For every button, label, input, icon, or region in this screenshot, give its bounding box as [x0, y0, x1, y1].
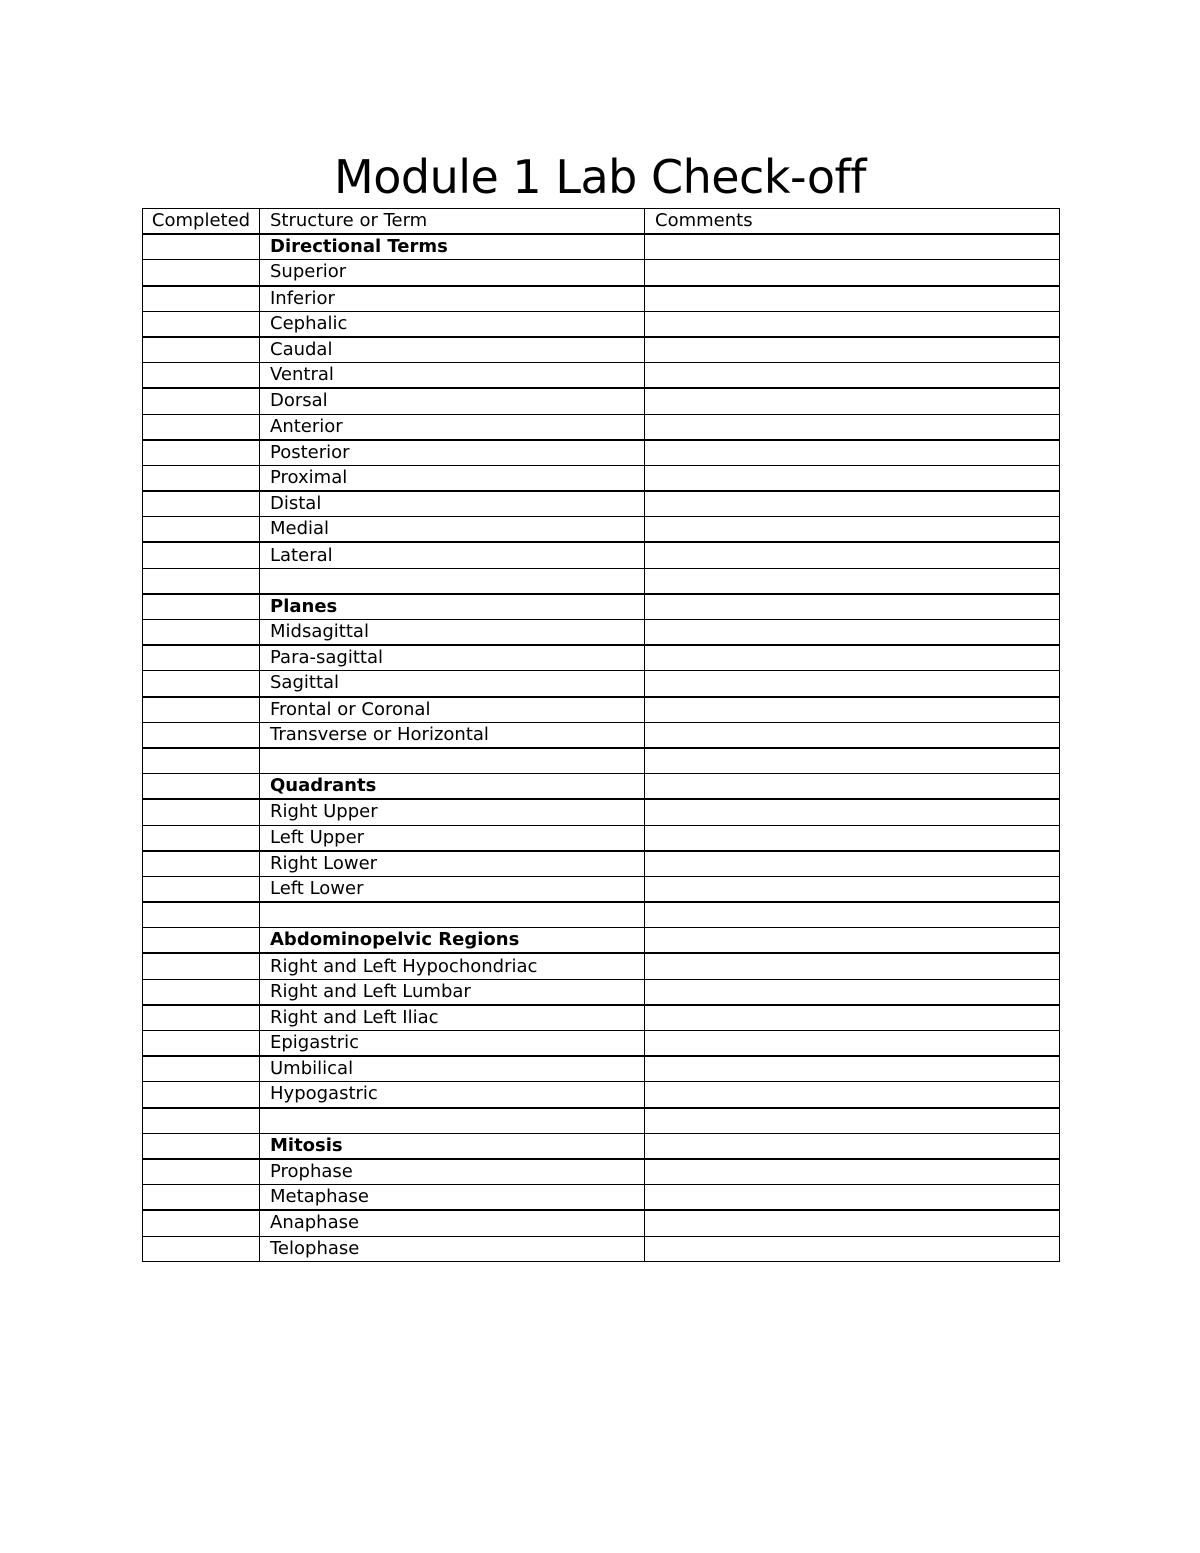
table-row: [143, 953, 1060, 979]
checklist-table: [142, 208, 1060, 1262]
completed-cell[interactable]: [143, 902, 260, 928]
comments-cell[interactable]: [645, 697, 1060, 723]
term-cell: Proximal: [260, 465, 645, 491]
comments-cell[interactable]: [645, 645, 1060, 671]
comments-cell[interactable]: [645, 1056, 1060, 1082]
comments-cell[interactable]: [645, 311, 1060, 337]
page-title: Module 1 Lab Check-off: [334, 150, 866, 204]
term-cell: Superior: [260, 260, 645, 286]
comments-cell[interactable]: [645, 953, 1060, 979]
completed-cell[interactable]: [143, 671, 260, 697]
table-row: [143, 286, 1060, 312]
term-cell: Left Lower: [260, 876, 645, 902]
completed-cell[interactable]: [143, 1185, 260, 1211]
completed-cell[interactable]: [143, 388, 260, 414]
table-row: [143, 337, 1060, 363]
comments-cell[interactable]: [645, 928, 1060, 954]
term-cell: Right and Left Iliac: [260, 1005, 645, 1031]
table-row: [143, 671, 1060, 697]
completed-column-header: Completed: [143, 209, 260, 235]
term-cell: Right and Left Hypochondriac: [260, 953, 645, 979]
comments-cell[interactable]: [645, 748, 1060, 774]
section-row: [143, 1133, 1060, 1159]
table-row: [143, 799, 1060, 825]
comments-cell[interactable]: [645, 1185, 1060, 1211]
completed-cell[interactable]: [143, 311, 260, 337]
comments-cell[interactable]: [645, 774, 1060, 800]
term-cell: Inferior: [260, 286, 645, 312]
comments-cell[interactable]: [645, 594, 1060, 620]
completed-cell[interactable]: [143, 542, 260, 568]
table-row: [143, 414, 1060, 440]
completed-cell[interactable]: [143, 1005, 260, 1031]
comments-cell[interactable]: [645, 542, 1060, 568]
completed-cell[interactable]: [143, 1108, 260, 1134]
completed-cell[interactable]: [143, 363, 260, 389]
completed-cell[interactable]: [143, 1031, 260, 1057]
table-row: [143, 1210, 1060, 1236]
table-row: [143, 363, 1060, 389]
table-row: [143, 1056, 1060, 1082]
table-row: [143, 979, 1060, 1005]
comments-cell[interactable]: [645, 620, 1060, 646]
term-cell: Right Upper: [260, 799, 645, 825]
comments-cell[interactable]: [645, 1005, 1060, 1031]
completed-cell[interactable]: [143, 748, 260, 774]
comments-cell[interactable]: [645, 851, 1060, 877]
comments-cell[interactable]: [645, 902, 1060, 928]
section-heading: Abdominopelvic Regions: [260, 928, 645, 954]
table-row: [143, 1082, 1060, 1108]
section-heading: Planes: [260, 594, 645, 620]
completed-cell[interactable]: [143, 260, 260, 286]
blank-row: [143, 748, 1060, 774]
completed-cell[interactable]: [143, 1082, 260, 1108]
term-cell: Posterior: [260, 440, 645, 466]
blank-row: [143, 1108, 1060, 1134]
table-row: [143, 1031, 1060, 1057]
table-row: [143, 491, 1060, 517]
comments-cell[interactable]: [645, 491, 1060, 517]
table-row: [143, 851, 1060, 877]
comments-cell[interactable]: [645, 568, 1060, 594]
comments-cell[interactable]: [645, 671, 1060, 697]
completed-cell[interactable]: [143, 774, 260, 800]
term-cell: Medial: [260, 517, 645, 543]
blank-row: [143, 902, 1060, 928]
comments-cell[interactable]: [645, 722, 1060, 748]
comments-cell[interactable]: [645, 1108, 1060, 1134]
table-row: [143, 388, 1060, 414]
term-cell: Dorsal: [260, 388, 645, 414]
section-row: [143, 234, 1060, 260]
comments-cell[interactable]: [645, 388, 1060, 414]
term-cell: Frontal or Coronal: [260, 697, 645, 723]
comments-cell[interactable]: [645, 517, 1060, 543]
term-cell: Right Lower: [260, 851, 645, 877]
term-cell: Para-sagittal: [260, 645, 645, 671]
comments-cell[interactable]: [645, 1159, 1060, 1185]
comments-cell[interactable]: [645, 1031, 1060, 1057]
comments-cell[interactable]: [645, 414, 1060, 440]
section-heading: Quadrants: [260, 774, 645, 800]
comments-cell[interactable]: [645, 876, 1060, 902]
completed-cell[interactable]: [143, 1133, 260, 1159]
term-column-header: Structure or Term: [260, 209, 645, 235]
term-cell: Distal: [260, 491, 645, 517]
term-cell: [260, 1108, 645, 1134]
completed-cell[interactable]: [143, 1210, 260, 1236]
checklist-body: [143, 234, 1060, 1261]
completed-cell[interactable]: [143, 234, 260, 260]
term-cell: [260, 568, 645, 594]
completed-cell[interactable]: [143, 799, 260, 825]
completed-cell[interactable]: [143, 645, 260, 671]
term-cell: Right and Left Lumbar: [260, 979, 645, 1005]
completed-cell[interactable]: [143, 517, 260, 543]
term-cell: Anaphase: [260, 1210, 645, 1236]
table-row: [143, 825, 1060, 851]
term-cell: Ventral: [260, 363, 645, 389]
term-cell: [260, 902, 645, 928]
comments-cell[interactable]: [645, 1210, 1060, 1236]
comments-cell[interactable]: [645, 286, 1060, 312]
completed-cell[interactable]: [143, 337, 260, 363]
term-cell: Midsagittal: [260, 620, 645, 646]
table-row: [143, 1159, 1060, 1185]
completed-cell[interactable]: [143, 491, 260, 517]
term-cell: [260, 748, 645, 774]
comments-cell[interactable]: [645, 260, 1060, 286]
term-cell: Sagittal: [260, 671, 645, 697]
completed-cell[interactable]: [143, 953, 260, 979]
term-cell: Telophase: [260, 1236, 645, 1261]
comments-cell[interactable]: [645, 1133, 1060, 1159]
term-cell: Epigastric: [260, 1031, 645, 1057]
table-row: [143, 1185, 1060, 1211]
completed-cell[interactable]: [143, 1159, 260, 1185]
blank-row: [143, 568, 1060, 594]
comments-cell[interactable]: [645, 363, 1060, 389]
table-row: [143, 311, 1060, 337]
comments-cell[interactable]: [645, 465, 1060, 491]
section-heading: Directional Terms: [260, 234, 645, 260]
table-row: [143, 620, 1060, 646]
completed-cell[interactable]: [143, 979, 260, 1005]
term-cell: Anterior: [260, 414, 645, 440]
comments-cell[interactable]: [645, 799, 1060, 825]
completed-cell[interactable]: [143, 568, 260, 594]
table-row: [143, 722, 1060, 748]
table-row: [143, 645, 1060, 671]
comments-cell[interactable]: [645, 234, 1060, 260]
term-cell: Hypogastric: [260, 1082, 645, 1108]
completed-cell[interactable]: [143, 1236, 260, 1261]
comments-cell[interactable]: [645, 1082, 1060, 1108]
table-row: [143, 517, 1060, 543]
section-row: [143, 594, 1060, 620]
comments-cell[interactable]: [645, 979, 1060, 1005]
completed-cell[interactable]: [143, 1056, 260, 1082]
table-row: [143, 876, 1060, 902]
table-row: [143, 260, 1060, 286]
section-row: [143, 928, 1060, 954]
completed-cell[interactable]: [143, 440, 260, 466]
completed-cell[interactable]: [143, 851, 260, 877]
comments-cell[interactable]: [645, 1236, 1060, 1261]
comments-cell[interactable]: [645, 337, 1060, 363]
completed-cell[interactable]: [143, 876, 260, 902]
term-cell: Prophase: [260, 1159, 645, 1185]
completed-cell[interactable]: [143, 825, 260, 851]
completed-cell[interactable]: [143, 620, 260, 646]
comments-cell[interactable]: [645, 440, 1060, 466]
completed-cell[interactable]: [143, 722, 260, 748]
term-cell: Umbilical: [260, 1056, 645, 1082]
completed-cell[interactable]: [143, 697, 260, 723]
header-row: [143, 209, 1060, 235]
completed-cell[interactable]: [143, 414, 260, 440]
term-cell: Transverse or Horizontal: [260, 722, 645, 748]
section-heading: Mitosis: [260, 1133, 645, 1159]
comments-cell[interactable]: [645, 825, 1060, 851]
completed-cell[interactable]: [143, 594, 260, 620]
section-row: [143, 774, 1060, 800]
completed-cell[interactable]: [143, 286, 260, 312]
table-row: [143, 697, 1060, 723]
table-row: [143, 542, 1060, 568]
table-row: [143, 465, 1060, 491]
term-cell: Left Upper: [260, 825, 645, 851]
completed-cell[interactable]: [143, 928, 260, 954]
completed-cell[interactable]: [143, 465, 260, 491]
term-cell: Lateral: [260, 542, 645, 568]
table-row: [143, 1236, 1060, 1261]
term-cell: Caudal: [260, 337, 645, 363]
table-row: [143, 440, 1060, 466]
term-cell: Metaphase: [260, 1185, 645, 1211]
term-cell: Cephalic: [260, 311, 645, 337]
table-row: [143, 1005, 1060, 1031]
comments-column-header: Comments: [645, 209, 1060, 235]
